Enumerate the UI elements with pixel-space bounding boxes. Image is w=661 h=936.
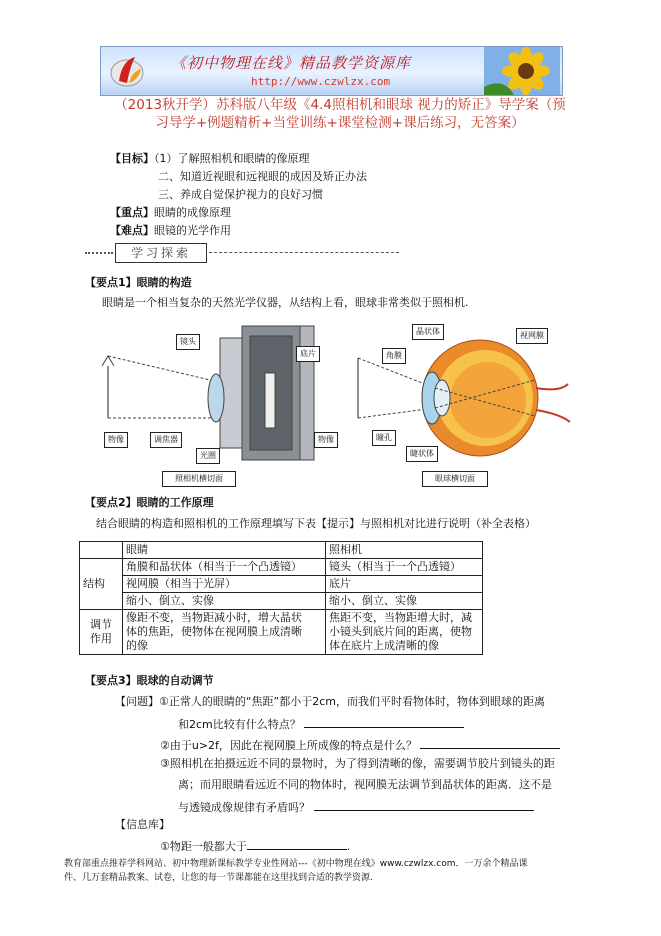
header-eye: 眼睛 [123,542,326,559]
difficulty-text: 眼镜的光学作用 [154,224,231,237]
cell-camera-2: 底片 [326,576,483,593]
label-crystalline: 晶状体 [412,324,444,340]
question-3-line-b: 离；而用眼睛看远近不同的物体时，视网膜无法调节到晶状体的距离．这不是 [178,778,552,791]
table-corner [80,542,123,559]
key-point-row [110,206,231,220]
label-lens: 镜头 [176,334,200,350]
cell-camera-3: 缩小、倒立、实像 [326,593,483,610]
objective-2: 二、知道近视眼和远视眼的成因及矫正办法 [158,170,367,183]
eye-adjust-line-2: 体的焦距，使物体在视网膜上成清晰 [126,625,302,638]
info-label: 【信息库】 [115,818,170,831]
camera-adjust-line-1: 焦距不变，当物距增大时，减 [329,611,472,624]
point-2-heading: 【要点2】眼睛的工作原理 [85,496,214,509]
camera-eye-diagram [100,318,580,493]
question-1-line-a [115,695,545,709]
label-cornea: 角膜 [382,348,406,364]
cell-eye-2: 视网膜（相当于光屏） [123,576,326,593]
table-row [80,610,483,655]
adjust-label-line-2: 作用 [90,632,112,645]
camera-caption: 照相机横切面 [162,471,236,487]
answer-blank-3[interactable] [314,799,534,811]
label-ciliary: 睫状体 [406,446,438,462]
camera-adjust-line-3: 体在底片上成清晰的像 [329,639,439,652]
info-1-text: ①物距一般都大于 [160,840,247,853]
question-1-line-b [178,716,464,732]
difficulty-row [110,224,231,238]
question-3-line-a: ③照相机在拍摄远近不同的景物时，为了得到清晰的像，需要调节胶片到镜头的距 [160,757,555,770]
cell-eye-1: 角膜和晶状体（相当于一个凸透镜） [123,559,326,576]
header-rule [209,252,399,253]
cell-camera-adjust [326,610,483,655]
point-3-heading: 【要点3】眼球的自动调节 [85,674,214,687]
point-1-text: 眼睛是一个相当复杂的天然光学仪器，从结构上看，眼球非常类似于照相机. [102,296,469,309]
objectives-label: 【目标】 [110,152,154,165]
label-pupil: 瞳孔 [372,430,396,446]
banner-url[interactable]: http://www.czwlzx.com [251,75,391,88]
table-row [80,542,483,559]
cell-eye-3: 缩小、倒立、实像 [123,593,326,610]
question-label: 【问题】 [115,695,159,708]
question-1a-text: ①正常人的眼睛的“焦距”都小于2cm，而我们平时看物体时，物体到眼球的距离 [159,695,546,708]
answer-blank-1[interactable] [304,716,464,728]
eye-adjust-line-1: 像距不变，当物距减小时，增大晶状 [126,611,302,624]
cell-camera-1: 镜头（相当于一个凸透镜） [326,559,483,576]
section-header-title: 学习探索 [115,243,207,263]
eye-caption: 眼球横切面 [422,471,488,487]
header-camera: 照相机 [326,542,483,559]
sunflower-icon [484,47,560,95]
question-2 [160,737,560,753]
question-2-text: ②由于u>2f，因此在视网膜上所成像的特点是什么？ [160,739,417,752]
comparison-table [79,541,483,655]
document-title-line-1: （2013秋开学）苏科版八年级《4.4照相机和眼球 视力的矫正》导学案（预 [114,97,566,113]
site-logo-icon [107,51,147,91]
objective-1: （1）了解照相机和眼睛的像原理 [154,152,310,165]
point-1-heading: 【要点1】眼睛的构造 [85,276,192,289]
objectives-row [110,152,310,166]
difficulty-label: 【难点】 [110,224,154,237]
banner-title: 《初中物理在线》精品教学资源库 [171,54,412,72]
label-aperture: 光圈 [196,448,220,464]
answer-blank-2[interactable] [420,737,560,749]
footer-line-2: 件、几万套精品教案、试卷，让您的每一节课都能在这里找到合适的教学资源. [64,873,373,883]
info-item-1: ①物距一般都大于 . [160,840,351,853]
key-point-text: 眼睛的成像原理 [154,206,231,219]
label-eye-object: 物像 [314,432,338,448]
table-row [80,559,483,576]
point-2-text: 结合眼睛的构造和照相机的工作原理填写下表【提示】与照相机对比进行说明（补全表格） [96,517,536,530]
structure-label: 结构 [80,559,123,610]
objective-3: 三、养成自觉保护视力的良好习惯 [158,188,323,201]
camera-diagram [102,326,314,460]
footer-line-1: 教育部重点推荐学科网站、初中物理新课标教学专业性网站---《初中物理在线》www.czwlzx.com．一万余个精品课 [64,859,528,869]
cell-eye-adjust [123,610,326,655]
label-camera-object: 物像 [104,432,128,448]
table-row [80,593,483,610]
label-retina: 视网膜 [516,328,548,344]
header-dots [85,252,113,254]
diagram-graphics [100,318,580,493]
section-header [85,243,405,263]
answer-blank-4[interactable] [247,838,347,850]
table-row [80,576,483,593]
adjust-label-line-1: 调节 [90,618,112,631]
question-3-line-c [178,799,534,815]
key-point-label: 【重点】 [110,206,154,219]
eye-adjust-line-3: 的像 [126,639,148,652]
document-title-line-2: 习导学+例题精析+当堂训练+课堂检测+课后练习，无答案） [155,115,525,131]
question-1b-text: 和2cm比较有什么特点？ [178,718,301,731]
label-shutter: 调焦器 [150,432,182,448]
label-film: 底片 [296,346,320,362]
question-3c-text: 与透镜成像规律有矛盾吗？ [178,801,310,814]
camera-adjust-line-2: 小镜头到底片间的距离，使物 [329,625,472,638]
adjust-label [80,610,123,655]
site-banner [100,46,563,96]
